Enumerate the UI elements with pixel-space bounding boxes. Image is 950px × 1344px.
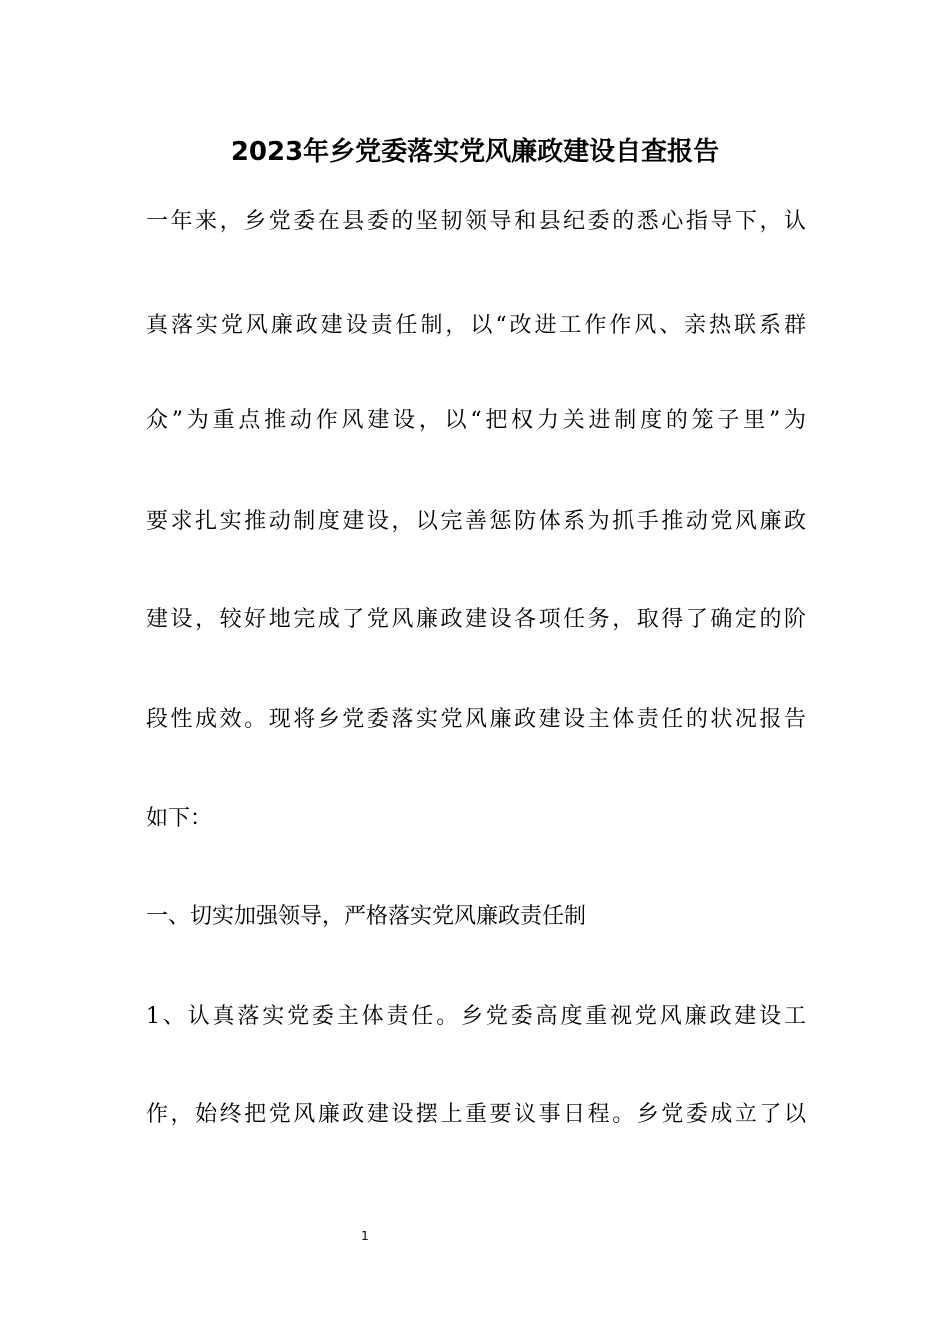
body-line-1: 一年来，乡党委在县委的坚韧领导和县纪委的悉心指导下，认 (146, 209, 806, 234)
body-line-10: 作，始终把党风廉政建设摆上重要议事日程。乡党委成立了以 (146, 1102, 806, 1127)
body-line-5: 建设，较好地完成了党风廉政建设各项任务，取得了确定的阶 (146, 607, 806, 632)
body-line-3: 众”为重点推动作风建设，以“把权力关进制度的笼子里”为 (146, 408, 806, 433)
body-line-2: 真落实党风廉政建设责任制，以“改进工作作风、亲热联系群 (146, 313, 806, 338)
body-line-9: 1、认真落实党委主体责任。乡党委高度重视党风廉政建设工 (146, 1004, 806, 1029)
body-line-4: 要求扎实推动制度建设，以完善惩防体系为抓手推动党风廉政 (146, 509, 806, 534)
body-line-6: 段性成效。现将乡党委落实党风廉政建设主体责任的状况报告 (146, 707, 806, 732)
document-title: 2023年乡党委落实党风廉政建设自查报告 (230, 137, 720, 167)
section-heading: 一、切实加强领导，严格落实党风廉政责任制 (146, 904, 587, 929)
page-number: 1 (361, 1229, 369, 1243)
body-line-7: 如下： (146, 806, 213, 831)
